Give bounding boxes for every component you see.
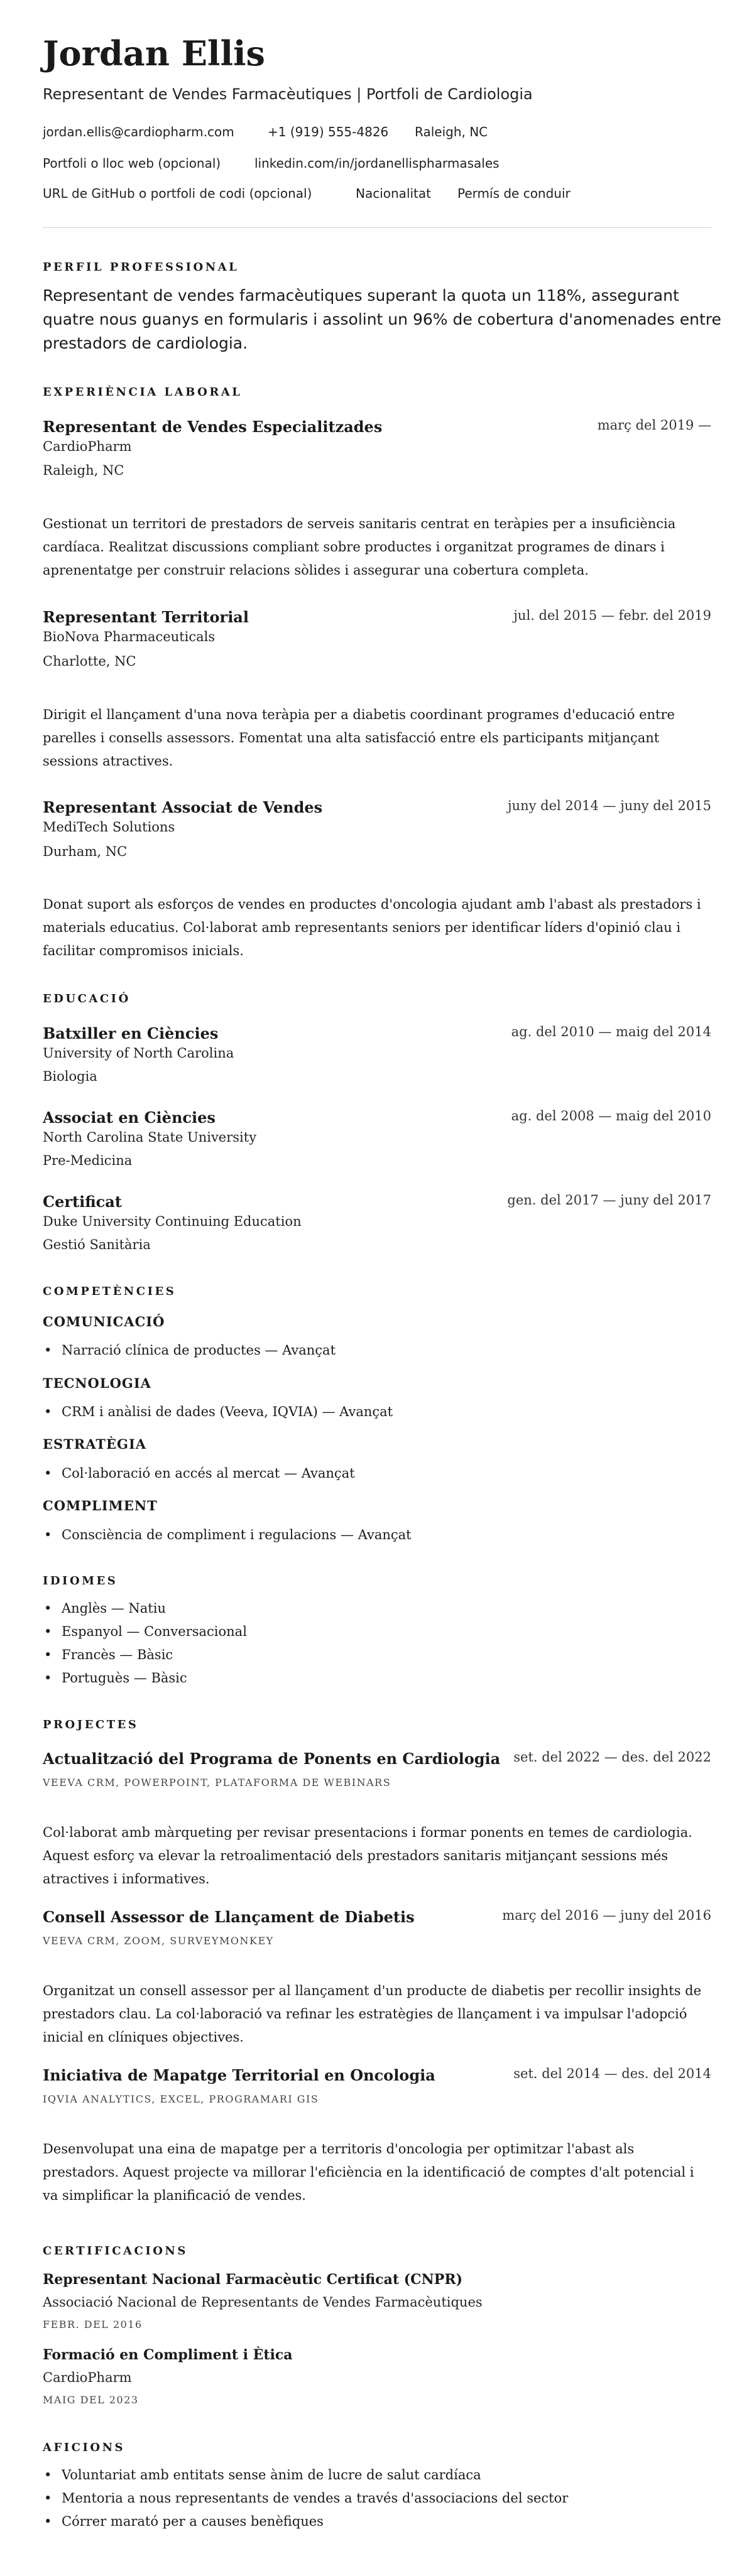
candidate-name: Jordan Ellis [43, 33, 265, 73]
certification-date: MAIG DEL 2023 [43, 2394, 139, 2406]
job-title: Representant Associat de Vendes [43, 798, 323, 816]
profile-summary: Representant de vendes farmacèutiques superant la quota un 118%, assegurant quatre nous guanys en formularis i assolint un 96% de cobertura d'anomenades entre prestadors de cardiologia. [43, 286, 721, 352]
job-company: MediTech Solutions [43, 820, 175, 835]
section-heading-experience: EXPERIÈNCIA LABORAL [43, 386, 243, 399]
contact-github[interactable]: URL de GitHub o portfoli de codi (opcional) [43, 186, 312, 201]
education-field: Gestió Sanitària [43, 1237, 151, 1252]
job-company: BioNova Pharmaceuticals [43, 629, 216, 644]
contact-nationality: Nacionalitat [356, 186, 431, 201]
header-divider [43, 227, 711, 228]
project-description: Col·laborat amb màrqueting per revisar presentacions i formar ponents en temes de cardiologia. Aquest esforç va elevar la retroalimentació dels prestadors sanitaris mitjançant sessions més atractives i informatives. [43, 1825, 692, 1886]
contact-phone: +1 (919) 555-4826 [268, 124, 389, 139]
contact-linkedin[interactable]: linkedin.com/in/jordanellispharmasales [254, 156, 500, 171]
education-date: ag. del 2010 — maig del 2014 [511, 1024, 711, 1039]
education-date: ag. del 2008 — maig del 2010 [511, 1108, 711, 1123]
education-field: Biologia [43, 1069, 97, 1084]
education-degree: Batxiller en Ciències [43, 1024, 219, 1042]
hobby-item: • Córrer marató per a causes benèfiques [62, 2514, 324, 2529]
job-date: jul. del 2015 — febr. del 2019 [513, 608, 711, 623]
job-company: CardioPharm [43, 439, 132, 454]
language-item: • Portuguès — Bàsic [62, 1670, 187, 1686]
candidate-title: Representant de Vendes Farmacèutiques | Portfoli de Cardiologia [43, 85, 533, 103]
skill-item: • Col·laboració en accés al mercat — Avançat [62, 1466, 355, 1481]
contact-email[interactable]: jordan.ellis@cardiopharm.com [43, 124, 234, 139]
section-heading-languages: IDIOMES [43, 1574, 118, 1588]
education-school: University of North Carolina [43, 1046, 234, 1061]
contact-portfolio[interactable]: Portfoli o lloc web (opcional) [43, 156, 221, 171]
section-heading-profile: PERFIL PROFESSIONAL [43, 261, 239, 274]
project-tech: IQVIA ANALYTICS, EXCEL, PROGRAMARI GIS [43, 2093, 319, 2105]
job-description: Gestionat un territori de prestadors de serveis sanitaris centrat en teràpies per a insuficiència cardíaca. Realitzat discussions compliant sobre productes i organitzat programes de dinars i aprenentatge per construir relacions sòlides i assegurar una cobertura completa. [43, 516, 676, 578]
skill-item: • Narració clínica de productes — Avançat [62, 1343, 336, 1358]
job-description: Dirigit el llançament d'una nova teràpia per a diabetis coordinant programes d'educació entre parelles i consells assessors. Fomentat una alta satisfacció entre els participants mitjançant sessions atractives. [43, 707, 675, 769]
job-date: març del 2019 — [597, 418, 711, 433]
skill-group-name: ESTRATÈGIA [43, 1436, 147, 1452]
hobby-item: • Voluntariat amb entitats sense ànim de lucre de salut cardíaca [62, 2467, 481, 2482]
language-item: • Espanyol — Conversacional [62, 1624, 247, 1639]
certification-issuer: CardioPharm [43, 2370, 132, 2385]
section-heading-projects: PROJECTES [43, 1718, 139, 1731]
language-item: • Anglès — Natiu [62, 1601, 166, 1616]
certification-name: Representant Nacional Farmacèutic Certificat (CNPR) [43, 2271, 463, 2288]
education-date: gen. del 2017 — juny del 2017 [507, 1193, 711, 1208]
job-location: Raleigh, NC [43, 463, 124, 478]
language-item: • Francès — Bàsic [62, 1647, 173, 1662]
certification-name: Formació en Compliment i Ètica [43, 2347, 293, 2363]
project-title: Actualització del Programa de Ponents en Cardiologia [43, 1750, 501, 1768]
project-tech: VEEVA CRM, ZOOM, SURVEYMONKEY [43, 1935, 274, 1947]
section-heading-certifications: CERTIFICACIONS [43, 2244, 188, 2258]
education-degree: Associat en Ciències [43, 1108, 216, 1127]
section-heading-skills: COMPETÈNCIES [43, 1285, 177, 1298]
education-degree: Certificat [43, 1193, 122, 1211]
skill-item: • CRM i anàlisi de dades (Veeva, IQVIA) — Avançat [62, 1404, 393, 1419]
project-tech: VEEVA CRM, POWERPOINT, PLATAFORMA DE WEBINARS [43, 1777, 391, 1789]
section-heading-hobbies: AFICIONS [43, 2441, 126, 2454]
certification-issuer: Associació Nacional de Representants de Vendes Farmacèutiques [43, 2295, 483, 2310]
certification-date: FEBR. DEL 2016 [43, 2319, 143, 2330]
education-field: Pre-Medicina [43, 1153, 133, 1168]
project-title: Consell Assessor de Llançament de Diabetis [43, 1908, 415, 1926]
project-date: set. del 2014 — des. del 2014 [513, 2066, 711, 2081]
job-date: juny del 2014 — juny del 2015 [508, 798, 711, 813]
job-title: Representant de Vendes Especialitzades [43, 418, 383, 436]
education-school: North Carolina State University [43, 1130, 257, 1145]
skill-item: • Consciència de compliment i regulacions — Avançat [62, 1527, 412, 1542]
skill-group-name: COMPLIMENT [43, 1498, 158, 1513]
skill-group-name: COMUNICACIÓ [43, 1314, 165, 1329]
job-title: Representant Territorial [43, 608, 249, 626]
project-description: Organitzat un consell assessor per al llançament d'un producte de diabetis per recollir insights de prestadors clau. La col·laboració va refinar les estratègies de llançament i va impulsar l'adopció inicial en clíniques objectives. [43, 1983, 702, 2045]
project-date: set. del 2022 — des. del 2022 [513, 1750, 711, 1765]
job-location: Charlotte, NC [43, 654, 136, 669]
contact-location: Raleigh, NC [415, 124, 488, 139]
job-location: Durham, NC [43, 844, 128, 859]
job-description: Donat suport als esforços de vendes en productes d'oncologia ajudant amb l'abast als prestadors i materials educatius. Col·laborat amb representants seniors per identificar líders d'opinió clau i facilitar compromisos inicials. [43, 897, 701, 958]
contact-license: Permís de conduir [457, 186, 571, 201]
hobby-item: • Mentoria a nous representants de vendes a través d'associacions del sector [62, 2491, 568, 2506]
project-description: Desenvolupat una eina de mapatge per a territoris d'oncologia per optimitzar l'abast als prestadors. Aquest projecte va millorar l'eficiència en la identificació de comptes d'alt potencial i va simplificar la planificació de vendes. [43, 2141, 694, 2203]
project-title: Iniciativa de Mapatge Territorial en Oncologia [43, 2066, 435, 2084]
education-school: Duke University Continuing Education [43, 1214, 302, 1229]
section-heading-education: EDUCACIÓ [43, 992, 131, 1005]
skill-group-name: TECNOLOGIA [43, 1375, 151, 1391]
project-date: març del 2016 — juny del 2016 [502, 1908, 711, 1923]
